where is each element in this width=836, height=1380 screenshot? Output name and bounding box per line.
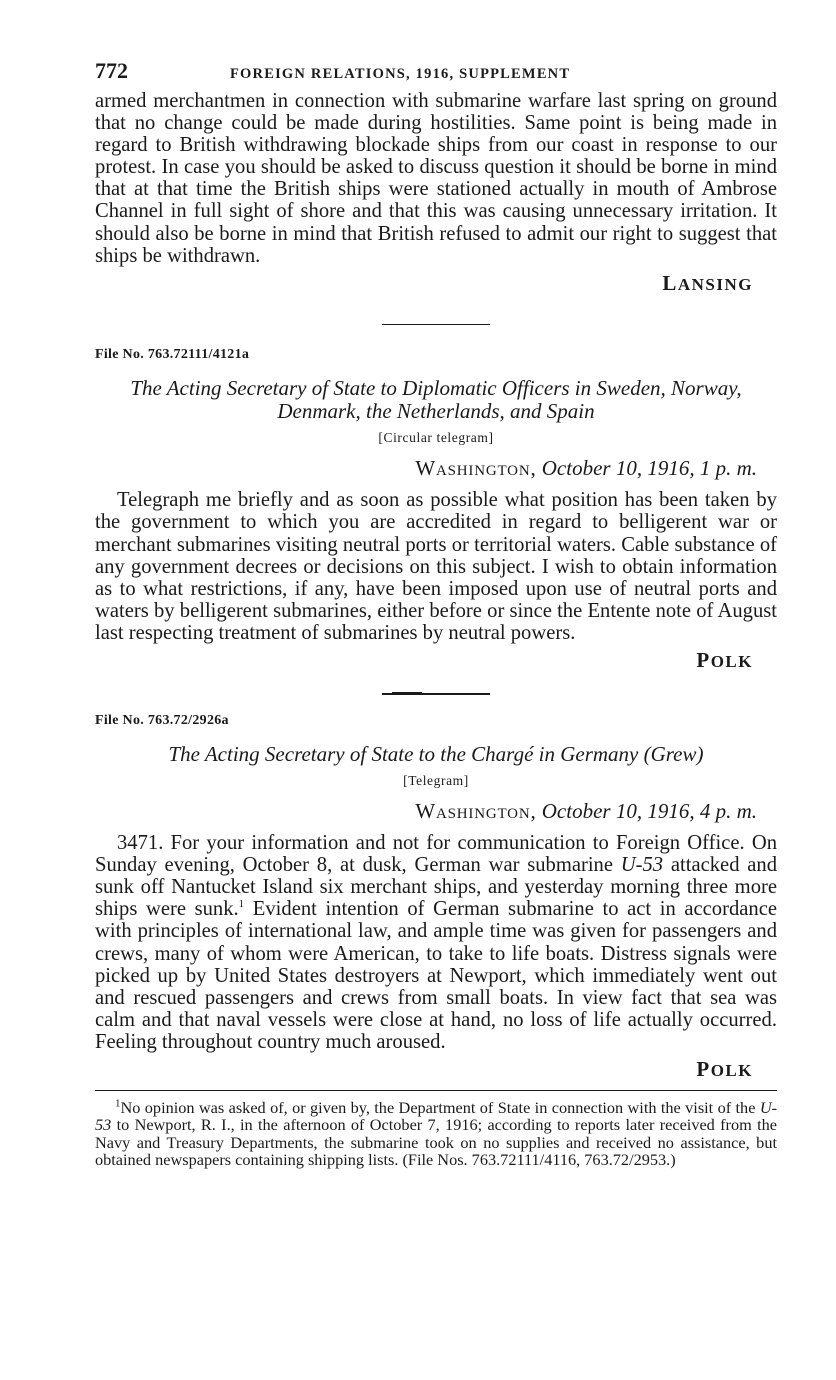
doc2-place: Washington, xyxy=(415,456,537,481)
doc2-signature-initial: P xyxy=(696,648,711,672)
doc2-file-number: File No. 763.72111/4121a xyxy=(95,347,250,363)
document-2 xyxy=(95,347,777,673)
doc2-place-date xyxy=(95,456,777,481)
footnote-text-part2: to Newport, R. I., in the afternoon of October 7, 1916; according to reports later received from the Navy and Treasury Departments, the submarine took on no supplies and received no assistance, but obtained newspapers containing shipping lists. (File Nos. 763.72111/4116, 763.72/2953.) xyxy=(95,1115,777,1169)
doc1-signature-initial: L xyxy=(662,270,678,295)
doc3-signature-initial: P xyxy=(696,1057,711,1082)
doc3-date: October 10, 1916, 4 p. m. xyxy=(541,799,757,824)
doc3-title: The Acting Secretary of State to the Chargé in Germany (Grew) xyxy=(168,741,704,766)
doc2-doc-type: [Circular telegram] xyxy=(378,430,494,446)
doc2-signature xyxy=(95,648,777,673)
document-3 xyxy=(95,713,777,1082)
doc2-date: October 10, 1916, 1 p. m. xyxy=(541,456,757,481)
running-header xyxy=(95,58,777,90)
section-divider xyxy=(382,693,490,695)
doc3-text-part1: 3471. For your information and not for communication to Foreign Office. On Sunday evening, October 8, at dusk, German war submarine xyxy=(95,832,777,877)
doc3-text-part3: Evident intention of German submarine to act in accordance with principles of international law, and ample time was given for passengers and crews, many of whom were American, to take to life boats. Distress signals were picked up by United States destroyers at Newport, which immediately went out and rescued passengers and crews from small boats. In view fact that sea was calm and that naval vessels were close at hand, no loss of life actually occurred. Feeling throughout country much aroused. xyxy=(95,898,777,1053)
doc3-signature xyxy=(95,1057,777,1082)
doc3-place: Washington, xyxy=(415,799,537,824)
doc2-title: The Acting Secretary of State to Diplomatic Officers in Sweden, Norway, Denmark, the Netherlands, and Spain xyxy=(130,376,742,423)
document-1-continuation xyxy=(95,90,777,296)
doc3-file-number: File No. 763.72/2926a xyxy=(95,712,229,728)
doc2-paragraph: Telegraph me briefly and as soon as possible what position has been taken by the government to which you are accredited in regard to belligerent war or merchant submarines visiting neutral ports or territorial waters. Cable substance of any government decrees or decisions on this subject. I wish to obtain information as to what restrictions, if any, have been imposed upon use of neutral ports and waters by belligerent submarines, either before or since the Entente note of August last respecting treatment of submarines by neutral powers. xyxy=(95,489,777,644)
doc3-vessel-name: U-53 xyxy=(620,854,664,877)
doc3-paragraph xyxy=(95,832,777,1053)
footnote-text-part1: No opinion was asked of, or given by, the Department of State in connection with the visit of the xyxy=(120,1098,760,1118)
section-divider xyxy=(382,324,490,326)
doc1-paragraph: armed merchantmen in connection with submarine warfare last spring on ground that no change could be made during hostilities. Same point is being made in regard to British withdrawing blockade ships from our coast in response to our protest. In case you should be asked to discuss question it should be borne in mind that at that time the British ships were stationed actually in mouth of Ambrose Channel in full sight of shore and that this was causing unnecessary irritation. It should also be borne in mind that British refused to admit our right to suggest that ships be withdrawn. xyxy=(95,90,777,267)
doc1-signature xyxy=(95,271,777,296)
doc3-place-date xyxy=(95,799,777,824)
running-title: FOREIGN RELATIONS, 1916, SUPPLEMENT xyxy=(230,66,571,82)
doc3-signature-rest: OLK xyxy=(710,1061,753,1081)
page-number: 772 xyxy=(95,58,128,83)
doc3-doc-type: [Telegram] xyxy=(403,773,469,789)
footnote-divider xyxy=(95,1090,777,1091)
footnote-marker: 1 xyxy=(115,1097,121,1110)
document-page xyxy=(95,58,777,1168)
footnote-1 xyxy=(95,1099,777,1168)
doc3-text-part2: attacked and sunk off Nantucket Island six merchant ships, and yesterday morning three more ships were sunk. xyxy=(95,854,777,921)
footnote-reference[interactable]: 1 xyxy=(238,898,245,911)
footnote-vessel-name: U-53 xyxy=(95,1098,777,1135)
doc1-signature-rest: ANSING xyxy=(677,274,753,294)
doc2-signature-rest: OLK xyxy=(710,652,753,671)
